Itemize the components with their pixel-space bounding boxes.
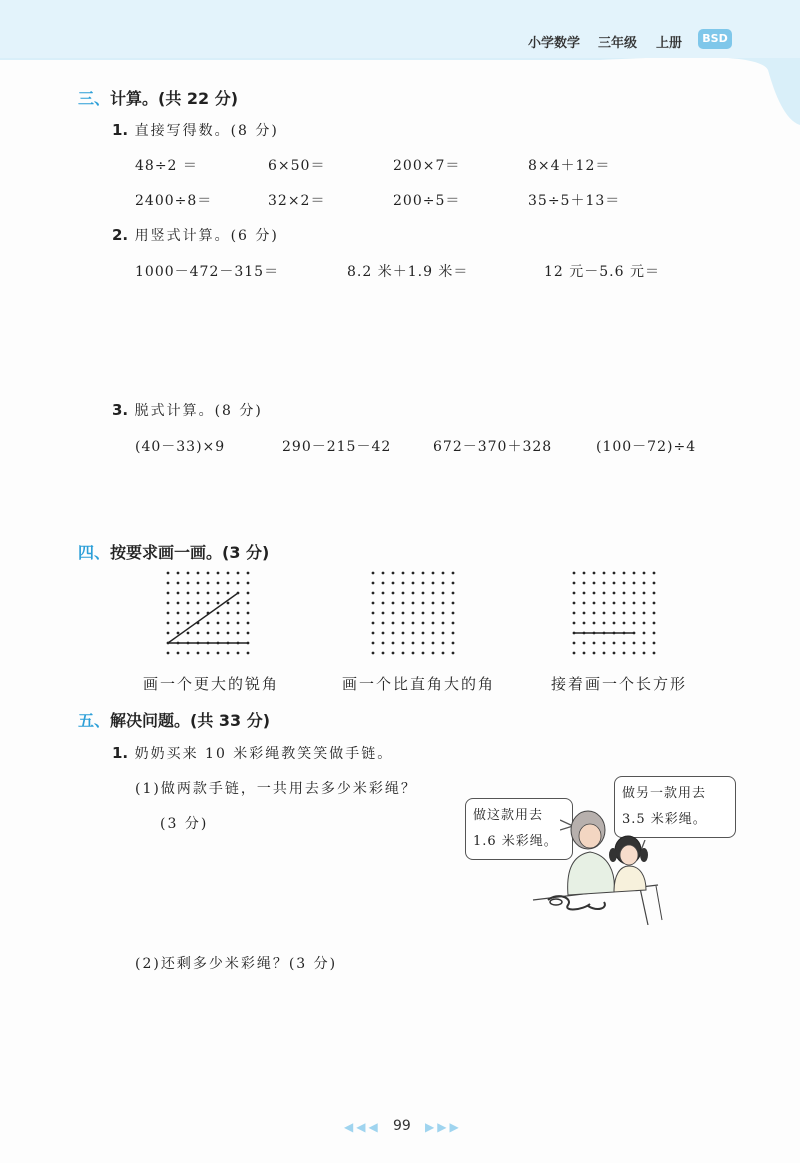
grid-dot (392, 582, 395, 585)
grid-dot (432, 612, 435, 615)
grid-dot (227, 572, 230, 575)
oral-calc-2: 6×50＝ (268, 158, 326, 174)
header-wave (0, 0, 800, 130)
grid-dot (197, 582, 200, 585)
q3-1-label: 1. (112, 121, 129, 139)
grid-dot (177, 612, 180, 615)
grid-dot (197, 592, 200, 595)
grid-dot (382, 642, 385, 645)
grid-dot (442, 582, 445, 585)
grid-dot (167, 582, 170, 585)
grid-dot (217, 622, 220, 625)
grid-dot (452, 582, 455, 585)
oral-calc-5: 2400÷8＝ (135, 193, 213, 209)
grid-dot (177, 592, 180, 595)
header-subject: 小学数学 (528, 36, 581, 51)
grid-dot (422, 642, 425, 645)
grid-dot (653, 642, 656, 645)
q5-1-sub1-score: (3 分) (160, 816, 209, 832)
grid-dot (187, 602, 190, 605)
grandma-girl-illustration (528, 800, 668, 925)
q3-3-label: 3. (112, 401, 129, 419)
grid-dot (227, 652, 230, 655)
section4-title: 按要求画一画。(3 分) (110, 543, 270, 562)
grid-dot (382, 572, 385, 575)
grid-dot (623, 622, 626, 625)
grid-dot (217, 582, 220, 585)
grid-dot (392, 592, 395, 595)
dot-grid-acute-angle[interactable] (160, 568, 270, 663)
grid-dot (227, 612, 230, 615)
grid-dot (452, 652, 455, 655)
grid-dot (197, 602, 200, 605)
grid-dot (382, 602, 385, 605)
grid-dot (573, 572, 576, 575)
grid-dot (603, 612, 606, 615)
grid-dot (432, 582, 435, 585)
grid-dot (653, 572, 656, 575)
section3-number: 三、 (78, 89, 111, 108)
grid-dot (372, 582, 375, 585)
grid-dot (643, 592, 646, 595)
grid-dot (412, 612, 415, 615)
bubble-girl-line1: 做另一款用去 (622, 786, 707, 801)
grid-dot (227, 592, 230, 595)
oral-calc-6: 32×2＝ (268, 193, 326, 209)
grid-dot (167, 602, 170, 605)
grid-dot (432, 592, 435, 595)
grid-dot (187, 612, 190, 615)
grid-dot (653, 622, 656, 625)
grid-dot (432, 642, 435, 645)
grid-dot (207, 632, 210, 635)
grid-dot (593, 642, 596, 645)
grid-dot (177, 632, 180, 635)
grid-dot (583, 602, 586, 605)
grid-dot (237, 612, 240, 615)
grid-dot (623, 572, 626, 575)
grid-dot (412, 622, 415, 625)
caption-rectangle: 接着画一个长方形 (551, 675, 688, 693)
grid-dot (432, 572, 435, 575)
grid-dot (247, 622, 250, 625)
grid-dot (217, 602, 220, 605)
grid-dot (593, 582, 596, 585)
grid-dot (392, 572, 395, 575)
grid-dot (372, 652, 375, 655)
grid-dot (392, 612, 395, 615)
oral-calc-1: 48÷2 ＝ (135, 158, 198, 174)
grid-dot (593, 572, 596, 575)
grid-dot (247, 612, 250, 615)
grid-dot (452, 632, 455, 635)
q3-3-heading (112, 400, 263, 420)
section5-title: 解决问题。(共 33 分) (110, 711, 271, 730)
grid-dot (247, 572, 250, 575)
grid-dot (412, 582, 415, 585)
grid-dot (392, 632, 395, 635)
grid-dot (217, 612, 220, 615)
grid-dot (583, 582, 586, 585)
footer-left-arrows: ◀◀◀ (344, 1120, 381, 1134)
grid-dot (633, 602, 636, 605)
grid-dot (422, 612, 425, 615)
grid-dot (422, 622, 425, 625)
grid-dot (573, 582, 576, 585)
grid-dot (217, 652, 220, 655)
grid-dot (442, 642, 445, 645)
bubble-grandma-line2: 1.6 米彩绳。 (473, 834, 558, 849)
grid-dot (643, 652, 646, 655)
q5-1-sub1: (1)做两款手链，一共用去多少米彩绳？ (135, 781, 417, 797)
vertical-calc-3: 12 元－5.6 元＝ (544, 264, 660, 280)
grid-dot (603, 652, 606, 655)
grid-dot (227, 632, 230, 635)
caption-acute-angle: 画一个更大的锐角 (143, 675, 280, 693)
grid-dot (593, 592, 596, 595)
grid-dot (623, 592, 626, 595)
grid-dot (643, 622, 646, 625)
grid-dot (573, 622, 576, 625)
grid-dot (603, 582, 606, 585)
oral-calc-8: 35÷5＋13＝ (528, 193, 621, 209)
grid-dot (382, 582, 385, 585)
grid-dot (643, 572, 646, 575)
grid-dot (422, 592, 425, 595)
grid-dot (583, 592, 586, 595)
grid-dot (402, 572, 405, 575)
grid-dot (412, 572, 415, 575)
grid-dot (643, 602, 646, 605)
grid-dot (633, 572, 636, 575)
grid-dot (613, 592, 616, 595)
oral-calc-7: 200÷5＝ (393, 193, 461, 209)
grid-dot (237, 622, 240, 625)
q5-1-text: 奶奶买来 10 米彩绳教笑笑做手链。 (134, 746, 394, 762)
grid-dot (623, 612, 626, 615)
grid-dot (593, 602, 596, 605)
grid-dot (432, 602, 435, 605)
stepwise-calc-2: 290－215－42 (282, 439, 392, 455)
bubble-grandma-line1: 做这款用去 (473, 808, 544, 823)
grid-dot (372, 602, 375, 605)
grid-dot (633, 622, 636, 625)
grid-dot (247, 602, 250, 605)
dot-grid-rectangle[interactable] (566, 568, 676, 663)
grid-dot (452, 642, 455, 645)
footer-right-arrows: ▶▶▶ (425, 1120, 462, 1134)
grid-dot (177, 572, 180, 575)
grid-dot (247, 632, 250, 635)
grid-dot (237, 582, 240, 585)
grid-dot (583, 612, 586, 615)
grid-dot (167, 622, 170, 625)
grid-dot (452, 622, 455, 625)
grid-dot (643, 632, 646, 635)
grid-dot (593, 652, 596, 655)
grid-dot (227, 582, 230, 585)
grid-dot (247, 592, 250, 595)
grid-dot (412, 602, 415, 605)
grid-dot (187, 572, 190, 575)
grid-dot (452, 602, 455, 605)
grid-dot (653, 602, 656, 605)
grid-dot (613, 652, 616, 655)
caption-obtuse-angle: 画一个比直角大的角 (342, 675, 496, 693)
grid-dot (623, 642, 626, 645)
grid-dot (402, 602, 405, 605)
grid-dot (452, 592, 455, 595)
vertical-calc-2: 8.2 米＋1.9 米＝ (347, 264, 469, 280)
q5-1-heading (112, 743, 393, 763)
grid-dot (177, 602, 180, 605)
q5-1-sub2: (2)还剩多少米彩绳？(3 分) (135, 956, 338, 972)
grid-dot (402, 592, 405, 595)
grid-dot (603, 592, 606, 595)
grid-dot (227, 622, 230, 625)
grid-dot (177, 582, 180, 585)
grid-dot (392, 652, 395, 655)
grid-dot (187, 592, 190, 595)
grid-dot (633, 592, 636, 595)
grid-dot (217, 572, 220, 575)
grid-dot (167, 652, 170, 655)
q5-1-label: 1. (112, 744, 129, 762)
grid-dot (167, 572, 170, 575)
grid-dot (207, 622, 210, 625)
grid-dot (372, 592, 375, 595)
stepwise-calc-1: (40－33)×9 (135, 439, 226, 455)
grid-dot (442, 612, 445, 615)
grid-dot (593, 622, 596, 625)
grid-dot (372, 622, 375, 625)
grid-dot (237, 602, 240, 605)
grid-dot (643, 642, 646, 645)
grid-dot (207, 602, 210, 605)
grid-dot (392, 602, 395, 605)
grid-dot (573, 642, 576, 645)
grid-dot (392, 642, 395, 645)
section5-heading (78, 708, 270, 731)
grid-dot (402, 612, 405, 615)
section4-heading (78, 540, 269, 563)
grid-dot (603, 572, 606, 575)
grid-dot (177, 652, 180, 655)
grid-dot (643, 582, 646, 585)
grid-dot (573, 602, 576, 605)
grid-dot (167, 592, 170, 595)
bubble-girl-line2: 3.5 米彩绳。 (622, 812, 707, 827)
grid-dot (167, 632, 170, 635)
grid-dot (412, 592, 415, 595)
grid-dot (442, 652, 445, 655)
grid-dot (392, 622, 395, 625)
stepwise-calc-4: (100－72)÷4 (596, 439, 697, 455)
header-grade: 三年级 (598, 36, 638, 51)
grid-dot (187, 632, 190, 635)
grid-dot (372, 642, 375, 645)
grid-dot (432, 632, 435, 635)
section5-number: 五、 (78, 711, 111, 730)
grid-dot (613, 612, 616, 615)
q3-2-text: 用竖式计算。(6 分) (134, 228, 279, 244)
grid-dot (422, 582, 425, 585)
q3-2-heading (112, 225, 279, 245)
grid-dot (653, 632, 656, 635)
grid-dot (382, 632, 385, 635)
dot-grid-obtuse-angle[interactable] (365, 568, 475, 663)
grid-dot (613, 572, 616, 575)
grid-dot (442, 572, 445, 575)
grid-dot (372, 572, 375, 575)
grid-dot (583, 572, 586, 575)
grid-dot (422, 602, 425, 605)
grid-dot (442, 602, 445, 605)
grid-dot (402, 582, 405, 585)
grid-dot (187, 622, 190, 625)
grid-dot (247, 582, 250, 585)
q3-2-label: 2. (112, 226, 129, 244)
grid-dot (603, 642, 606, 645)
grid-dot (207, 652, 210, 655)
grid-dot (653, 612, 656, 615)
grid-dot (402, 622, 405, 625)
grid-dot (583, 652, 586, 655)
grid-dot (653, 582, 656, 585)
grid-dot (237, 632, 240, 635)
page-number: 99 (393, 1118, 411, 1134)
grid-dot (412, 632, 415, 635)
grid-dot (633, 612, 636, 615)
grid-dot (613, 582, 616, 585)
grid-dot (372, 612, 375, 615)
q3-1-heading (112, 120, 279, 140)
grid-dot (422, 632, 425, 635)
grid-dot (177, 622, 180, 625)
edition-badge: BSD (698, 29, 732, 49)
section3-title: 计算。(共 22 分) (110, 89, 239, 108)
grid-dot (583, 642, 586, 645)
grid-dot (207, 582, 210, 585)
grid-dot (653, 592, 656, 595)
grid-dot (613, 642, 616, 645)
grid-dot (402, 632, 405, 635)
grid-dot (382, 622, 385, 625)
grid-dot (237, 572, 240, 575)
grid-dot (237, 652, 240, 655)
grid-dot (422, 652, 425, 655)
grid-dot (227, 602, 230, 605)
grid-dot (623, 602, 626, 605)
grid-dot (372, 632, 375, 635)
grid-dot (452, 572, 455, 575)
grid-dot (187, 652, 190, 655)
grid-dot (167, 612, 170, 615)
grid-dot (412, 642, 415, 645)
grid-dot (217, 592, 220, 595)
grid-dot (603, 602, 606, 605)
grid-dot (573, 612, 576, 615)
grid-dot (402, 642, 405, 645)
grid-dot (653, 652, 656, 655)
grid-dot (613, 602, 616, 605)
section3-heading (78, 86, 238, 109)
grid-dot (442, 592, 445, 595)
grid-dot (613, 622, 616, 625)
grid-dot (573, 652, 576, 655)
section4-number: 四、 (78, 543, 111, 562)
grid-dot (207, 592, 210, 595)
oral-calc-4: 8×4＋12＝ (528, 158, 611, 174)
grid-dot (197, 612, 200, 615)
oral-calc-3: 200×7＝ (393, 158, 461, 174)
grid-dot (187, 582, 190, 585)
grid-dot (633, 652, 636, 655)
grid-dot (197, 652, 200, 655)
grid-dot (452, 612, 455, 615)
grid-dot (623, 582, 626, 585)
grid-dot (382, 592, 385, 595)
grid-dot (583, 622, 586, 625)
q3-3-text: 脱式计算。(8 分) (134, 403, 263, 419)
grid-dot (247, 652, 250, 655)
grid-dot (432, 652, 435, 655)
grid-dot (573, 592, 576, 595)
vertical-calc-1: 1000－472－315＝ (135, 264, 280, 280)
grid-dot (382, 652, 385, 655)
grid-dot (623, 652, 626, 655)
grid-dot (442, 622, 445, 625)
grid-dot (412, 652, 415, 655)
grid-dot (603, 622, 606, 625)
grid-dot (633, 582, 636, 585)
grid-dot (643, 612, 646, 615)
grid-dot (432, 622, 435, 625)
grid-dot (593, 612, 596, 615)
stepwise-calc-3: 672－370＋328 (433, 439, 553, 455)
grid-dot (402, 652, 405, 655)
grid-dot (382, 612, 385, 615)
grid-dot (197, 632, 200, 635)
grid-dot (422, 572, 425, 575)
grid-dot (197, 572, 200, 575)
grid-dot (442, 632, 445, 635)
grid-dot (217, 632, 220, 635)
q3-1-text: 直接写得数。(8 分) (134, 123, 279, 139)
header-term: 上册 (656, 36, 683, 51)
grid-dot (633, 642, 636, 645)
grid-dot (207, 572, 210, 575)
